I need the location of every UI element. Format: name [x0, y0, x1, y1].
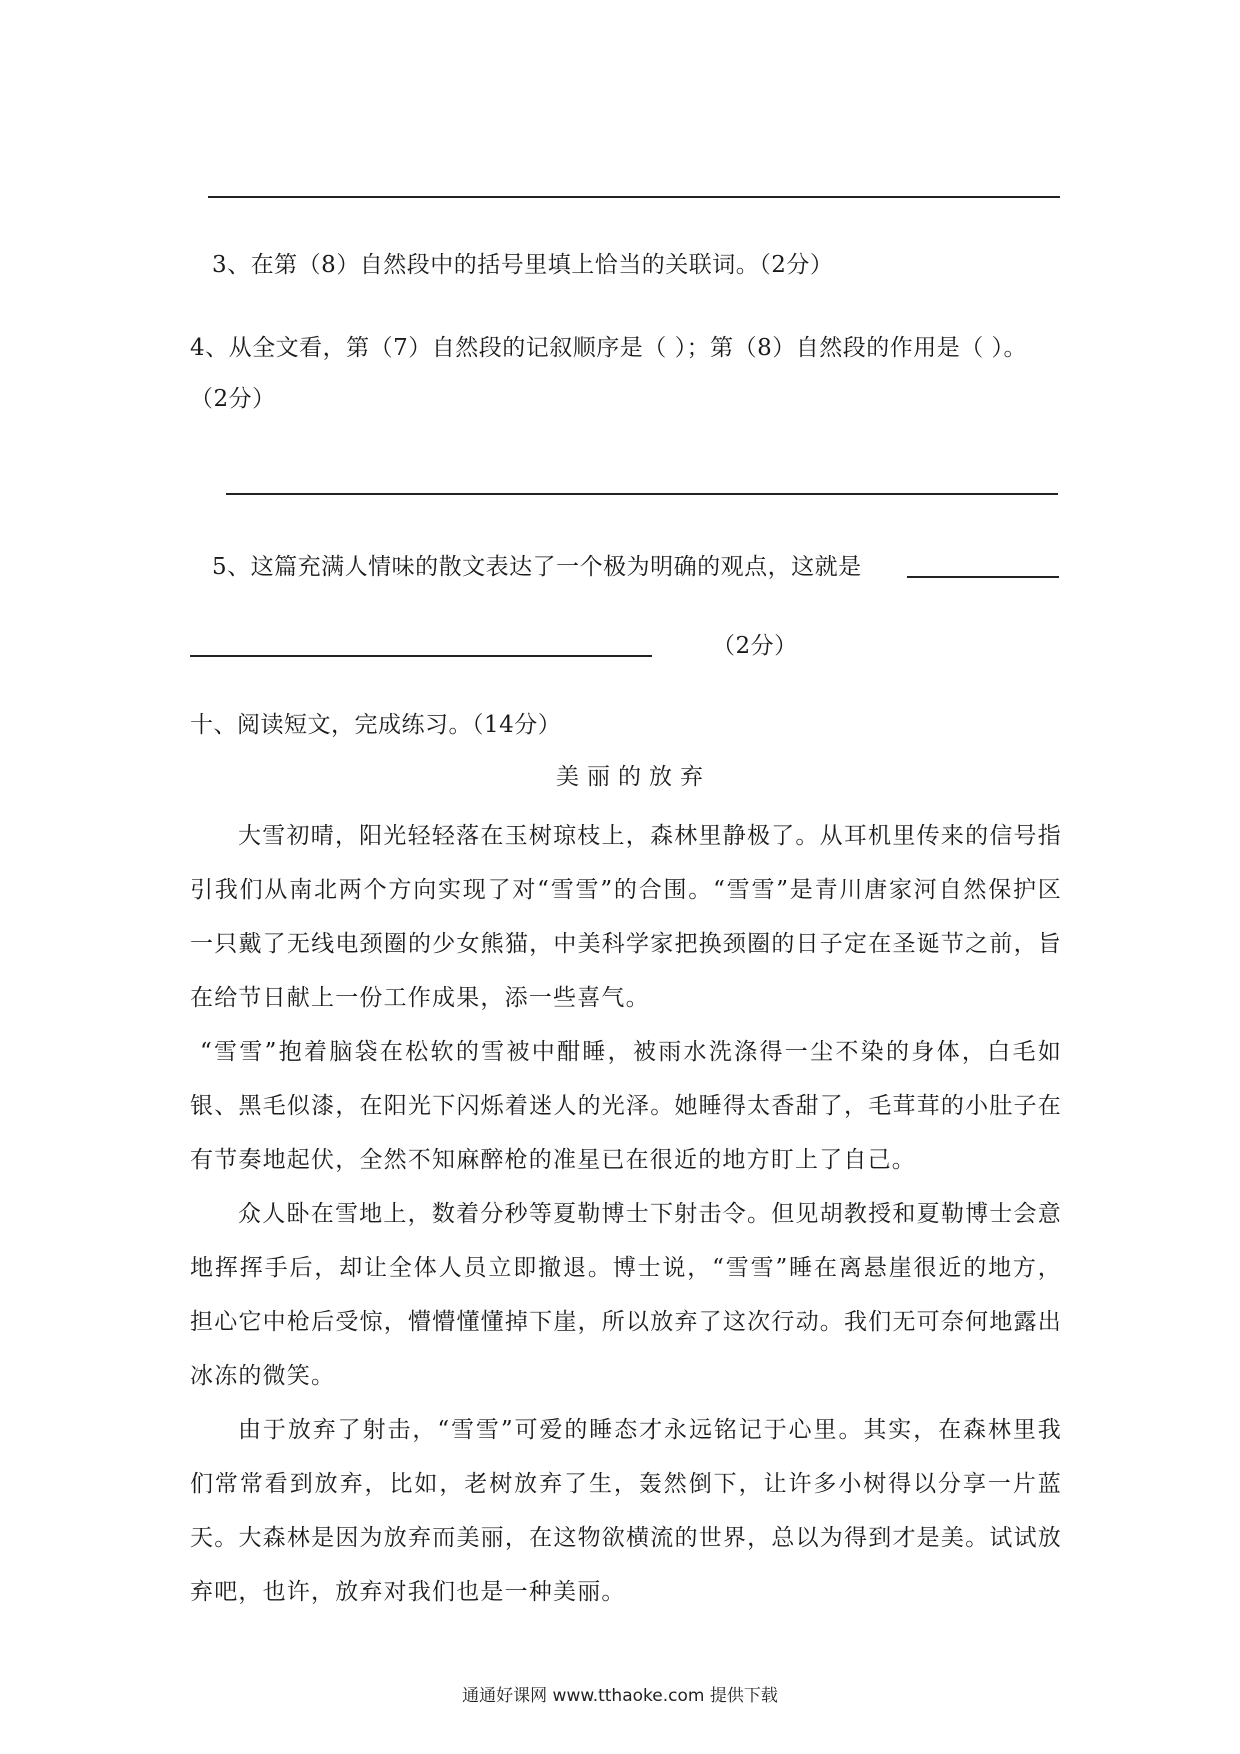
question-5-score: （2分）: [712, 633, 798, 659]
answer-line-q5-b: [190, 655, 652, 657]
answer-line-q2: [208, 196, 1060, 198]
question-4-line1: 4、从全文看，第（7）自然段的记叙顺序是（ ）；第（8）自然段的作用是（ ）。: [190, 335, 1028, 361]
question-4-line2: （2分）: [190, 386, 276, 412]
answer-line-q4: [226, 493, 1058, 495]
passage-paragraph-3: 众人卧在雪地上，数着分秒等夏勒博士下射击令。但见胡教授和夏勒博士会意地挥挥手后，却让全体人员立即撤退。博士说，“雪雪”睡在离悬崖很近的地方，担心它中枪后受惊，懵懵懂懂掉下崖，所以放弃了这次行动。我们无可奈何地露出冰冻的微笑。: [190, 1201, 1062, 1389]
page-footer: 通通好课网 www.tthaoke.com 提供下载: [462, 1686, 778, 1706]
passage-paragraph-2: “雪雪”抱着脑袋在松软的雪被中酣睡，被雨水洗涤得一尘不染的身体，白毛如银、黑毛似漆，在阳光下闪烁着迷人的光泽。她睡得太香甜了，毛茸茸的小肚子在有节奏地起伏，全然不知麻醉枪的准星已在很近的地方盯上了自己。: [190, 1039, 1062, 1173]
answer-line-q5-a: [907, 576, 1059, 578]
passage-paragraph-1: 大雪初晴，阳光轻轻落在玉树琼枝上，森林里静极了。从耳机里传来的信号指引我们从南北两个方向实现了对“雪雪”的合围。“雪雪”是青川唐家河自然保护区一只戴了无线电颈圈的少女熊猫，中美科学家把换颈圈的日子定在圣诞节之前，旨在给节日献上一份工作成果，添一些喜气。: [190, 823, 1062, 1011]
passage-title: 美丽的放弃: [556, 764, 711, 790]
question-5: 5、这篇充满人情味的散文表达了一个极为明确的观点，这就是: [212, 554, 862, 580]
section-ten-heading: 十、阅读短文，完成练习。（14分）: [190, 712, 562, 738]
question-3: 3、在第（8）自然段中的括号里填上恰当的关联词。（2分）: [212, 252, 834, 278]
passage-paragraph-4: 由于放弃了射击，“雪雪”可爱的睡态才永远铭记于心里。其实，在森林里我们常常看到放弃，比如，老树放弃了生，轰然倒下，让许多小树得以分享一片蓝天。大森林是因为放弃而美丽，在这物欲横流的世界，总以为得到才是美。试试放弃吧，也许，放弃对我们也是一种美丽。: [190, 1417, 1062, 1605]
